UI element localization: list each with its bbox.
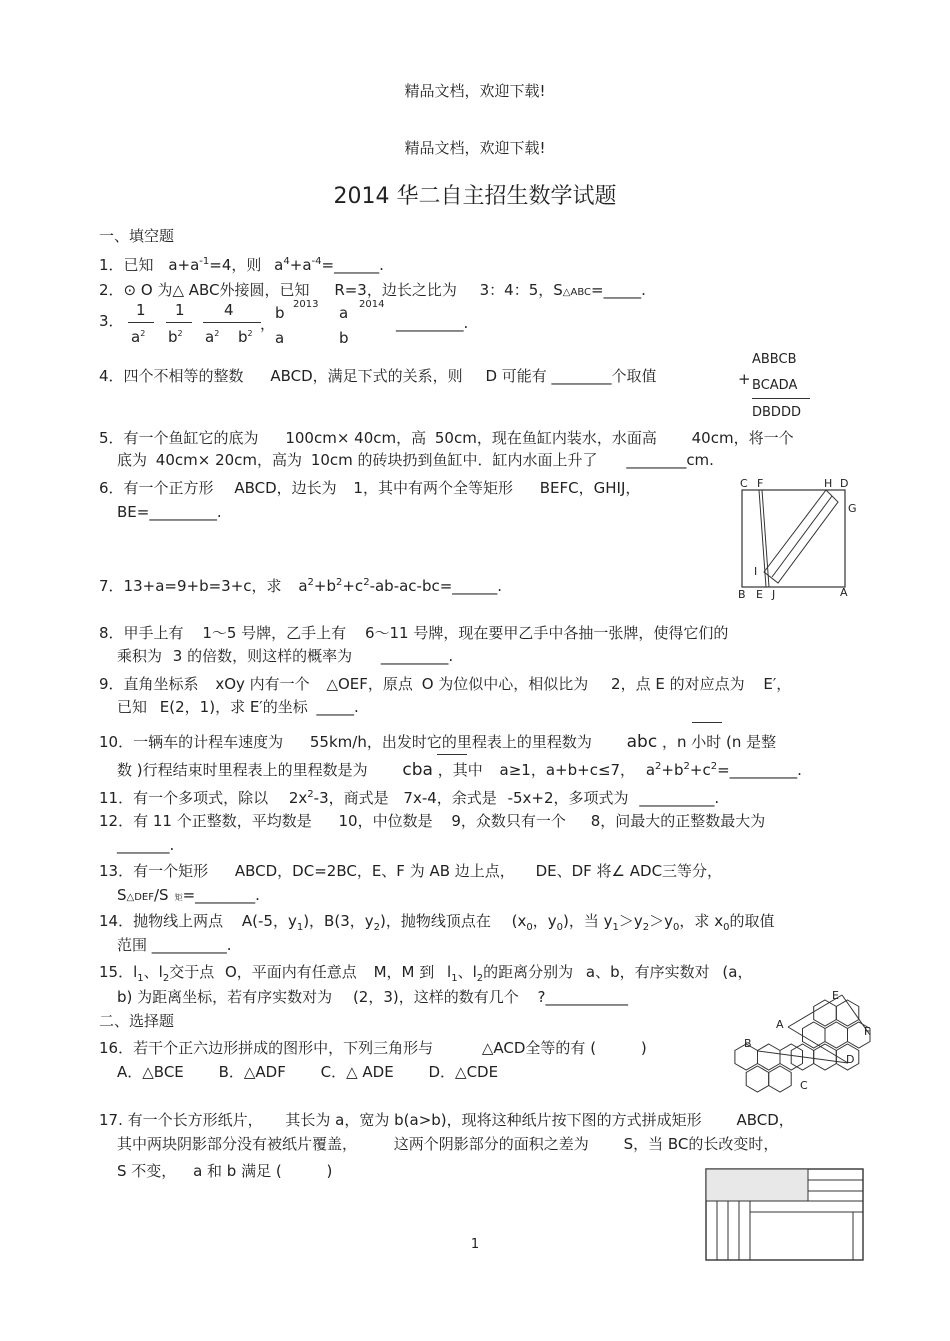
q6-label-b: B xyxy=(738,588,746,601)
q6-label-g: G xyxy=(848,502,857,515)
q16-option-a[interactable]: A．△BCE xyxy=(117,1063,184,1081)
q9-line-2: 已知 E(2，1)，求 E′的坐标 _____. xyxy=(117,698,359,716)
page-number: 1 xyxy=(470,1237,480,1252)
q17-line-3: S 不变， a 和 b 满足 ( ) xyxy=(117,1162,333,1180)
hexagon-cell xyxy=(814,1000,837,1026)
q16-option-c[interactable]: C．△ ADE xyxy=(320,1063,394,1081)
q3-den-3: $a^2$ xyxy=(205,328,220,346)
q3-exp-2013: 2013 xyxy=(293,299,319,310)
q3-den-4: $b^2$ xyxy=(238,328,253,346)
q4-addend-2: BCADA xyxy=(752,378,798,393)
q3-number: 3． xyxy=(99,312,124,330)
q16-label-a: A xyxy=(776,1018,784,1031)
q3-fraction-bar-1 xyxy=(128,322,154,323)
q10-cba-overline xyxy=(437,754,467,755)
q16-label-f: F xyxy=(864,1025,871,1038)
q16-label-b: B xyxy=(744,1037,752,1050)
q3-fraction-bar-3 xyxy=(203,322,261,323)
q3-den-2: $b^2$ xyxy=(168,328,183,346)
hexagon-cell xyxy=(769,1066,792,1092)
q4-text: 4．四个不相等的整数 ABCD，满足下式的关系，则 D 可能有 ________个取值 xyxy=(99,367,657,385)
q10-abc-overline xyxy=(692,722,722,723)
q4-sum-line xyxy=(752,398,810,399)
q6-label-i: I xyxy=(754,565,758,578)
q6-square-figure xyxy=(735,475,865,600)
q4-addend-1: ABBCB xyxy=(752,352,797,367)
q4-sum: DBDDD xyxy=(752,405,801,420)
q16-line-1: 16．若干个正六边形拼成的图形中，下列三角形与 △ACD全等的有 ( ) xyxy=(99,1039,647,1057)
q17-line-2: 其中两块阴影部分没有被纸片覆盖， 这两个阴影部分的面积之差为 S，当 BC的长改变时， xyxy=(117,1135,779,1153)
header-line-1: 精品文档，欢迎下载! xyxy=(404,82,546,100)
hexagon-cell xyxy=(746,1066,769,1092)
q3-num-5: a xyxy=(339,304,349,322)
q3-num-4: b xyxy=(275,304,285,322)
q1-text: 1．已知 $a+a^{-1}=4$，则 $a^4+a^{-4}=\_\_\_\_\_\_$. xyxy=(99,256,384,274)
triangle-edge xyxy=(788,1027,848,1063)
hexagon-cell xyxy=(836,1000,859,1026)
q10-line-2: 数 )行程结束时里程表上的里程数是为 cba ，其中 a≥1，a+b+c≤7， $a^2+b^2+c^2=\_\_\_\_\_\_\_\_\_$. xyxy=(117,760,802,780)
hexagon-cell xyxy=(825,1022,848,1048)
q12-line-1: 12．有 11 个正整数，平均数是 10，中位数是 9，众数只有一个 8，问最大的正整数最大为 xyxy=(99,812,766,830)
q17-shaded-top-left xyxy=(706,1169,808,1201)
q13-line-2: S△DEF/S 矩=________. xyxy=(117,886,260,904)
q7-text: 7．13+a=9+b=3+c，求 $a^2+b^2+c^2-ab-ac-bc=\_\_\_\_\_\_$. xyxy=(99,577,503,595)
q2-text: 2．⊙ O 为△ ABC外接圆，已知 R=3，边长之比为 3：4：5，S△ABC=_____. xyxy=(99,281,646,299)
q16-options xyxy=(117,1065,498,1080)
q6-line-2: BE=_________. xyxy=(117,503,222,521)
q5-line-1: 5．有一个鱼缸它的底为 100cm× 40cm，高 50cm，现在鱼缸内装水，水面高 40cm，将一个 xyxy=(99,429,794,447)
q6-label-j: J xyxy=(772,588,776,601)
hexagon-cell xyxy=(758,1044,781,1070)
q3-num-2: 1 xyxy=(175,301,185,319)
q6-rect-ghij xyxy=(764,490,838,583)
q8-line-1: 8．甲手上有 1～5 号牌，乙手上有 6～11 号牌，现在要甲乙手中各抽一张牌，使得它们的 xyxy=(99,624,729,642)
q3-den-6: b xyxy=(339,329,349,347)
q13-line-1: 13．有一个矩形 ABCD，DC=2BC，E、F 为 AB 边上点， DE、DF 将∠ ADC三等分， xyxy=(99,862,723,880)
q3-fraction-bar-2 xyxy=(166,322,192,323)
q15-line-2: b) 为距离坐标，若有序实数对为 (2，3)，这样的数有几个 ?___________ xyxy=(117,988,628,1006)
q6-square-abcd xyxy=(742,490,845,587)
q3-comma: ， xyxy=(260,315,276,333)
q16-option-d[interactable]: D．△CDE xyxy=(428,1063,499,1081)
q17-line-1: 17. 有一个长方形纸片， 其长为 a，宽为 b(a>b)，现将这种纸片按下图的方式拼成矩形 ABCD， xyxy=(99,1111,794,1129)
q5-line-2: 底为 40cm× 20cm，高为 10cm 的砖块扔到鱼缸中．缸内水面上升了 ________cm. xyxy=(117,451,714,469)
q8-line-2: 乘积为 3 的倍数，则这样的概率为 _________. xyxy=(117,647,454,665)
hexagon-cell xyxy=(814,1044,837,1070)
q16-label-c: C xyxy=(800,1079,808,1092)
q6-line-1: 6．有一个正方形 ABCD，边长为 1，其中有两个全等矩形 BEFC，GHIJ， xyxy=(99,479,641,497)
q3-blank: _________. xyxy=(396,314,469,332)
q4-plus-sign: + xyxy=(738,370,751,388)
q6-rect-inner-line xyxy=(772,496,832,577)
header-line-2: 精品文档，欢迎下载! xyxy=(404,139,546,157)
q14-line-1: 14．抛物线上两点 A(-5，$y_1$)，B(3，$y_2$)，抛物线顶点在 ($x_0$，$y_0$)，当 $y_1>y_2>y_0$，求 $x_0$的取值 xyxy=(99,912,775,933)
q6-label-c: C xyxy=(740,477,748,490)
section-choice-heading: 二、选择题 xyxy=(99,1012,175,1030)
page-title: 2014 华二自主招生数学试题 xyxy=(333,184,617,209)
section-fill-in-heading: 一、填空题 xyxy=(99,227,175,245)
q3-den-5: a xyxy=(275,329,285,347)
q6-rect-bef-edge-2 xyxy=(762,490,769,587)
q14-line-2: 范围 __________. xyxy=(117,936,232,954)
q9-line-1: 9．直角坐标系 xOy 内有一个 △OEF，原点 O 为位似中心，相似比为 2，点 E 的对应点为 E′， xyxy=(99,675,792,693)
q6-label-f: F xyxy=(757,477,764,490)
q3-exp-2014: 2014 xyxy=(359,299,385,310)
hexagon-cell xyxy=(803,1022,826,1048)
q16-label-e: E xyxy=(832,989,839,1002)
q6-label-a: A xyxy=(840,586,848,599)
q3-den-1: $a^2$ xyxy=(131,328,146,346)
q6-label-d: D xyxy=(840,477,849,490)
q16-label-d: D xyxy=(846,1053,855,1066)
q6-label-h: H xyxy=(824,477,833,490)
q15-line-1: 15．$l_1$、$l_2$交于点 O，平面内有任意点 M，M 到 $l_1$、$l_2$的距离分别为 a、b，有序实数对 (a， xyxy=(99,963,753,984)
q6-label-e: E xyxy=(756,588,763,601)
q3-num-3: 4 xyxy=(224,301,234,319)
q16-option-b[interactable]: B．△ADF xyxy=(218,1063,286,1081)
q3-num-1: 1 xyxy=(136,301,146,319)
q11-text: 11．有一个多项式，除以 $2x^2-3$，商式是 7x-4，余式是 -5x+2，多项式为 __________. xyxy=(99,789,720,807)
q16-hexagon-figure xyxy=(730,985,880,1095)
q10-line-1: 10．一辆车的计程车速度为 55km/h，出发时它的里程表上的里程数为 abc ，n 小时 (n 是整 xyxy=(99,732,777,752)
q12-line-2: _______. xyxy=(117,836,175,854)
